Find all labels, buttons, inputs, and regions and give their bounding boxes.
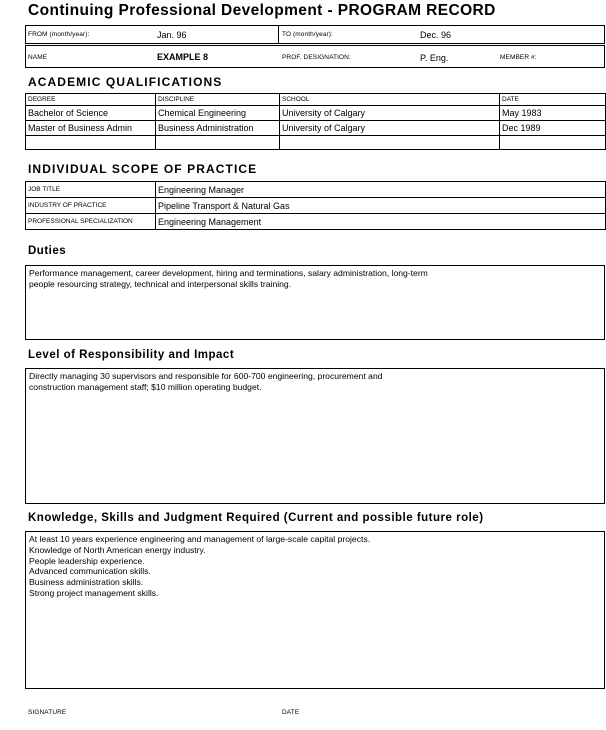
designation-label: PROF. DESIGNATION:	[282, 54, 351, 61]
signature-label: SIGNATURE	[28, 709, 67, 716]
job-title-label: JOB TITLE	[26, 182, 156, 198]
degree-cell[interactable]	[26, 136, 156, 150]
duties-line: people resourcing strategy, technical and interpersonal skills training.	[29, 278, 292, 289]
table-row	[26, 182, 606, 198]
specialization-label: PROFESSIONAL SPECIALIZATION	[26, 214, 156, 230]
date-cell[interactable]: Dec 1989	[500, 121, 606, 136]
academic-heading: ACADEMIC QUALIFICATIONS	[28, 75, 223, 89]
date-cell[interactable]: May 1983	[500, 106, 606, 121]
knowledge-line: Knowledge of North American energy industry.	[29, 544, 206, 555]
knowledge-line: People leadership experience.	[29, 555, 145, 566]
industry-field[interactable]: Pipeline Transport & Natural Gas	[156, 198, 606, 214]
knowledge-line: Business administration skills.	[29, 577, 144, 588]
knowledge-textbox[interactable]	[25, 531, 605, 689]
responsibility-line: Directly managing 30 supervisors and responsible for 600-700 engineering, procurement and	[29, 371, 383, 381]
degree-cell[interactable]: Bachelor of Science	[26, 106, 156, 121]
duties-line: Performance management, career development, hiring and terminations, salary administration, long-term	[29, 268, 428, 278]
name-field[interactable]: EXAMPLE 8	[157, 52, 209, 62]
column-header-discipline: DISCIPLINE	[156, 94, 280, 106]
date-label: DATE	[282, 709, 300, 716]
discipline-cell[interactable]: Chemical Engineering	[156, 106, 280, 121]
column-header-date: DATE	[500, 94, 606, 106]
to-field[interactable]: Dec. 96	[420, 30, 452, 40]
table-row	[26, 136, 606, 150]
to-label: TO (month/year):	[282, 31, 333, 38]
table-row	[26, 198, 606, 214]
designation-field[interactable]: P. Eng.	[420, 53, 449, 63]
specialization-field[interactable]: Engineering Management	[156, 214, 606, 230]
duties-heading: Duties	[28, 245, 67, 257]
responsibility-textbox[interactable]	[25, 368, 605, 504]
job-title-field[interactable]: Engineering Manager	[156, 182, 606, 198]
duties-textbox[interactable]	[25, 265, 605, 340]
table-row	[26, 121, 606, 136]
school-cell[interactable]	[280, 136, 500, 150]
column-header-school: SCHOOL	[280, 94, 500, 106]
scope-table	[25, 181, 606, 230]
academic-table	[25, 93, 606, 150]
page-title: Continuing Professional Development - PROGRAM RECORD	[28, 2, 496, 19]
scope-heading: INDIVIDUAL SCOPE OF PRACTICE	[28, 162, 258, 176]
discipline-cell[interactable]: Business Administration	[156, 121, 280, 136]
knowledge-heading: Knowledge, Skills and Judgment Required (Current and possible future role)	[28, 512, 484, 524]
knowledge-line: At least 10 years experience engineering and management of large-scale capital projects.	[29, 534, 371, 544]
industry-label: INDUSTRY OF PRACTICE	[26, 198, 156, 214]
school-cell[interactable]: University of Calgary	[280, 106, 500, 121]
member-label: MEMBER #:	[500, 54, 537, 61]
from-label: FROM (month/year):	[28, 31, 90, 38]
school-cell[interactable]: University of Calgary	[280, 121, 500, 136]
table-row	[26, 214, 606, 230]
discipline-cell[interactable]	[156, 136, 280, 150]
name-label: NAME	[28, 54, 48, 61]
knowledge-line: Strong project management skills.	[29, 587, 159, 598]
degree-cell[interactable]: Master of Business Admin	[26, 121, 156, 136]
responsibility-line: construction management staff; $10 million operating budget.	[29, 381, 262, 392]
responsibility-heading: Level of Responsibility and Impact	[28, 349, 235, 361]
column-header-degree: DEGREE	[26, 94, 156, 106]
knowledge-line: Advanced communication skills.	[29, 566, 151, 577]
table-row	[26, 106, 606, 121]
date-cell[interactable]	[500, 136, 606, 150]
period-divider	[278, 25, 279, 44]
from-field[interactable]: Jan. 96	[157, 30, 187, 40]
